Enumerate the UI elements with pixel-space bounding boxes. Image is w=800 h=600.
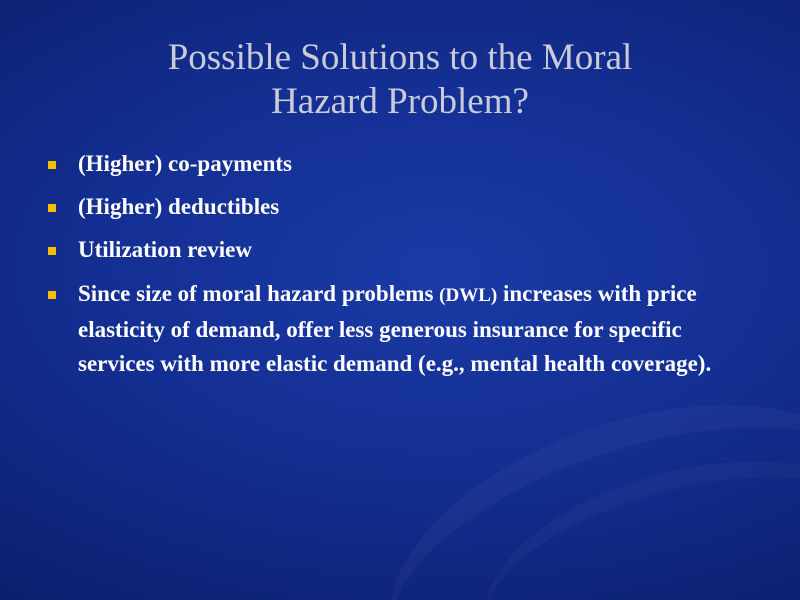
bullet-text: (Higher) co-payments	[78, 151, 292, 176]
bullet-list	[44, 148, 764, 393]
bullet-item-utilization-review	[44, 234, 764, 265]
bullet-item-deductibles	[44, 191, 764, 222]
bullet-text-dwl: (DWL)	[439, 285, 498, 306]
bullet-item-copayments	[44, 148, 764, 179]
background-sheen-secondary	[460, 422, 800, 600]
square-bullet-icon	[48, 247, 56, 255]
square-bullet-icon	[48, 204, 56, 212]
slide-title-line-1: Possible Solutions to the Moral	[167, 37, 633, 78]
bullet-text-part-1: Since size of moral hazard problems	[78, 281, 440, 306]
slide-title	[40, 36, 760, 124]
square-bullet-icon	[48, 161, 56, 169]
bullet-text-part-3: increases with price elasticity of demand, offer less generous insurance for specific services with more elastic demand (e.g., mental health coverage).	[78, 281, 712, 376]
bullet-item-moral-hazard-size	[44, 277, 764, 381]
slide-title-line-2: Hazard Problem?	[271, 81, 529, 122]
square-bullet-icon	[48, 291, 56, 299]
bullet-text: (Higher) deductibles	[78, 194, 280, 219]
bullet-text: Utilization review	[78, 237, 252, 262]
